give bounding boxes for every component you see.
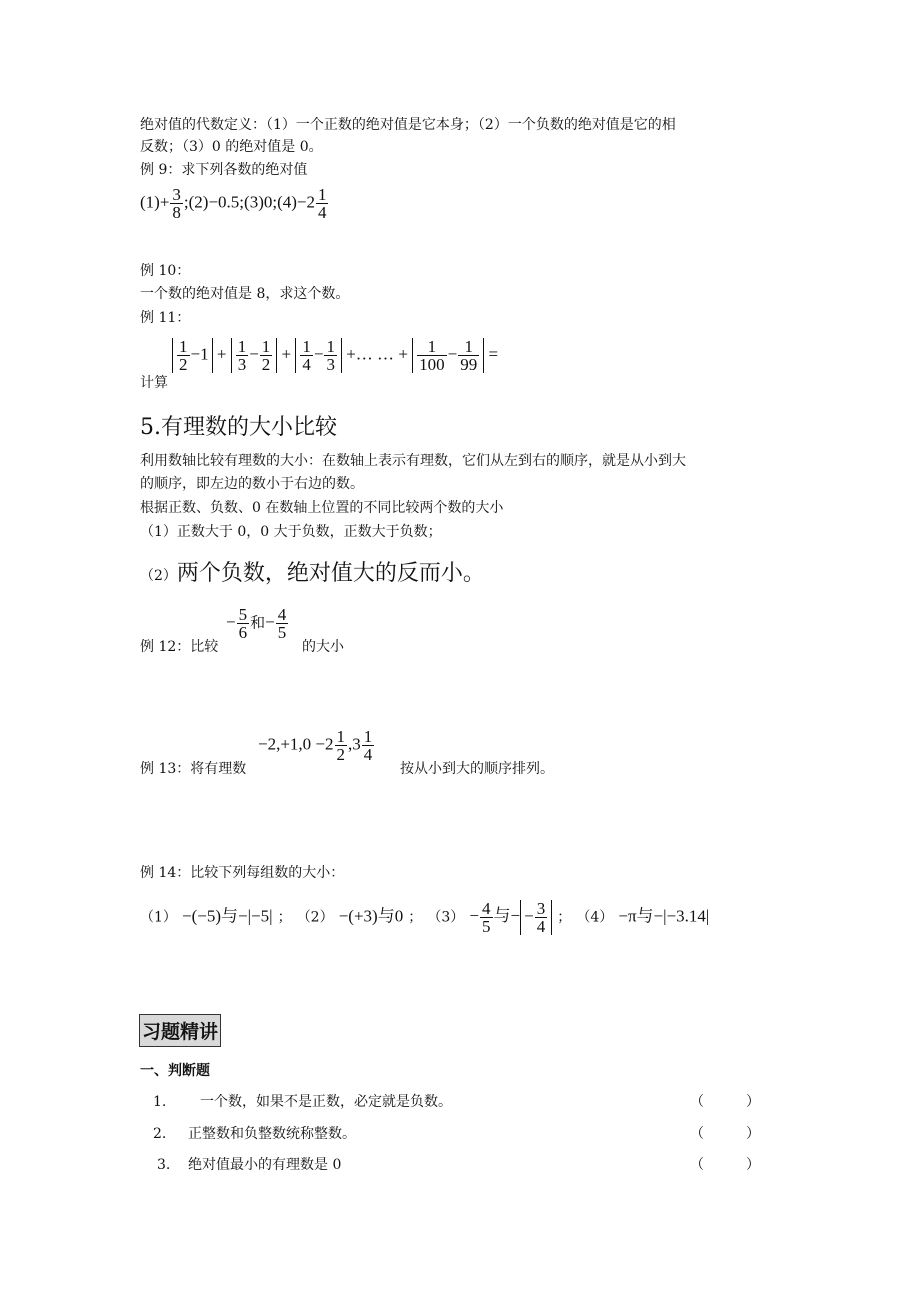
section5-rule1: （1）正数大于 0，0 大于负数，正数大于负数； <box>140 524 442 540</box>
ex11-term4: $\frac{1}{100}$ − $\frac{1}{99}$ <box>412 338 484 373</box>
ex12-title: 例 12：比较 <box>140 639 219 655</box>
ex11-term2: $\frac{1}{3}$ − $\frac{1}{2}$ <box>231 338 278 373</box>
ex9-frac1: $\frac{3}{8}$ <box>172 185 181 222</box>
exercise-badge: 习题精讲 <box>139 1014 221 1047</box>
ex13-suffix: 按从小到大的顺序排列。 <box>400 761 554 777</box>
ex10-text: 一个数的绝对值是 8，求这个数。 <box>140 286 350 302</box>
ex11-title: 例 11： <box>140 310 191 326</box>
ex11-term1: $\frac{1}{2}$ −1 <box>172 338 213 373</box>
judge-item-2-paren[interactable]: （ ） <box>690 1126 760 1142</box>
ex9-frac2: $\frac{1}{4}$ <box>317 185 327 222</box>
ex9-part2: ;(2)−0.5;(3)0;(4)−2 <box>183 192 315 212</box>
abs-definition-line1: 绝对值的代数定义：（1）一个正数的绝对值是它本身；（2）一个负数的绝对值是它的相 <box>140 117 676 133</box>
ex9-formula <box>140 186 329 221</box>
ex12-suffix: 的大小 <box>302 639 344 655</box>
ex13-title: 例 13：将有理数 <box>140 761 247 777</box>
ex11-term3: $\frac{1}{4}$ − $\frac{1}{3}$ <box>295 338 342 373</box>
section5-heading: 5.有理数的大小比较 <box>140 415 337 440</box>
ex14-expr4: −π与−|−3.14| <box>618 906 710 926</box>
section5-rule2: （2）两个负数，绝对值大的反而小。 <box>140 561 485 586</box>
judge-item-1-paren[interactable]: （ ） <box>690 1094 760 1110</box>
ex13-formula: −2,+1,0 −2 $\frac{1}{2}$ ,3 $\frac{1}{4}$ <box>258 727 373 764</box>
judge-item-2-text: 正整数和负整数统称整数。 <box>188 1126 356 1142</box>
section5-line2: 的顺序，即左边的数小于右边的数。 <box>140 476 364 492</box>
ex14-expr3: − $\frac{4}{5}$ 与− − $\frac{3}{4}$ <box>469 906 552 925</box>
ex14-expr2: −(+3)与0 <box>338 906 404 926</box>
judge-item-3-text: 绝对值最小的有理数是 0 <box>188 1157 342 1173</box>
ex9-title: 例 9：求下列各数的绝对值 <box>140 162 308 178</box>
judge-item-3-num: 3. <box>157 1157 171 1173</box>
ex14-title: 例 14：比较下列每组数的大小： <box>140 865 345 881</box>
judge-item-1-num: 1. <box>153 1094 167 1110</box>
ex14-items: （1） −(−5)与−|−5| ； （2） −(+3)与0 ； （3） − $\frac{4}{5}$ 与− − $\frac{3}{4}$ ； （4） −π与−|−3.14| <box>140 899 710 936</box>
section5-line3: 根据正数、负数、0 在数轴上位置的不同比较两个数的大小 <box>140 500 504 516</box>
abs-definition-line2: 反数；（3）0 的绝对值是 0。 <box>140 139 323 155</box>
ex14-expr1: −(−5)与−|−5| <box>182 906 273 926</box>
ex11-formula: $\frac{1}{2}$ −1 + $\frac{1}{3}$ − $\frac{1}{2}$ + $\frac{1}{4}$ − $\frac{1}{3}$ +… … + $\frac{1}{100}$ − $\frac{1}{99}$ = <box>172 338 498 373</box>
ex10-title: 例 10： <box>140 263 191 279</box>
section5-line1: 利用数轴比较有理数的大小：在数轴上表示有理数，它们从左到右的顺序，就是从小到大 <box>140 453 686 469</box>
judge-item-1-text: 一个数，如果不是正数，必定就是负数。 <box>200 1094 452 1110</box>
ex11-prefix: 计算 <box>140 375 168 391</box>
ex12-formula: − $\frac{5}{6}$ 和− $\frac{4}{5}$ <box>226 605 287 642</box>
judge-item-3-paren[interactable]: （ ） <box>690 1157 760 1173</box>
judge-item-2-num: 2. <box>153 1126 167 1142</box>
judge-section-title: 一、判断题 <box>140 1063 210 1079</box>
ex9-part1: (1)+ <box>140 192 170 212</box>
